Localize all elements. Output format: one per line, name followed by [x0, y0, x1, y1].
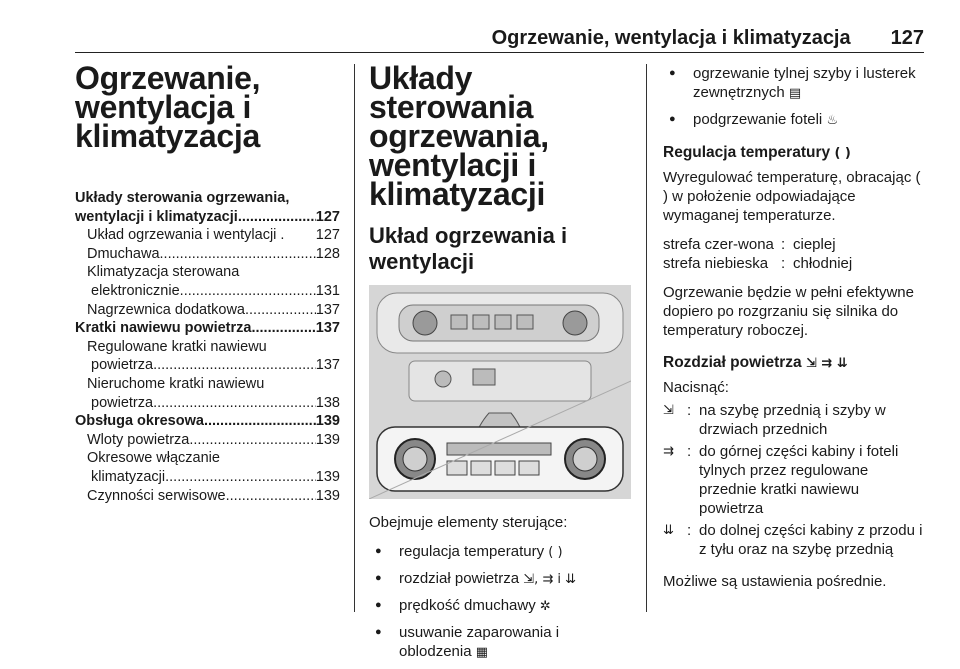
bullet-icon: ● — [375, 626, 382, 638]
toc-page-number: 131 — [315, 282, 340, 299]
intro-text: Obejmuje elementy sterujące: — [369, 514, 568, 531]
list-item — [663, 64, 927, 103]
page-number: 127 — [890, 27, 924, 49]
toc-entry[interactable] — [75, 468, 340, 487]
colon-separator: : — [687, 522, 692, 539]
toc-leader-dots — [153, 394, 316, 413]
air-mode-icon: ⇉ — [663, 444, 674, 459]
toc-entry-title: elektronicznie — [91, 282, 180, 299]
toc-entry-title: Regulowane kratki nawiewu — [87, 338, 267, 355]
list-item — [663, 110, 927, 130]
colon-separator: : — [781, 255, 786, 272]
toc-entry[interactable] — [75, 263, 340, 282]
bullet-icon: ● — [375, 599, 382, 611]
toc-section[interactable] — [75, 319, 340, 338]
toc-entry[interactable] — [75, 226, 340, 245]
list-item — [369, 569, 631, 589]
toc-entry[interactable] — [75, 282, 340, 301]
toc-leader-dots — [160, 245, 316, 264]
page-header — [75, 24, 924, 53]
toc-entry[interactable] — [75, 356, 340, 375]
toc-entry[interactable] — [75, 431, 340, 450]
toc-leader-dots — [245, 301, 316, 320]
column-2 — [369, 60, 631, 669]
toc-leader-dots — [204, 412, 316, 431]
list-item — [369, 596, 631, 616]
toc-entry-title: Obsługa okresowa — [75, 413, 204, 430]
list-item-text: ogrzewanie tylnej szyby i lusterek zewnętrznych — [693, 65, 916, 101]
toc-entry-title: Nieruchome kratki nawiewu — [87, 375, 265, 392]
toc-page-number: 138 — [315, 394, 340, 411]
toc-entry-title: Czynności serwisowe — [87, 487, 226, 504]
control-symbol-icon: ( ) — [548, 545, 563, 560]
toc-entry-title: Układy sterowania ogrzewania, — [75, 190, 290, 206]
air-distribution-heading-text: Rozdział powietrza — [663, 354, 802, 371]
list-item — [369, 623, 631, 662]
final-note: Możliwe są ustawienia pośrednie. — [663, 573, 887, 590]
bullet-icon: ● — [669, 113, 676, 125]
toc-page-number: 137 — [315, 301, 340, 318]
toc-page-number: 137 — [315, 357, 340, 374]
control-symbol-icon: ♨ — [826, 113, 839, 128]
section-title-line: Układy sterowania — [369, 60, 534, 125]
bullet-icon: ● — [375, 572, 382, 584]
list-item-text: prędkość dmuchawy — [399, 597, 536, 614]
control-symbol-icon: ▦ — [475, 645, 489, 660]
toc-page-number: 128 — [315, 245, 340, 262]
toc-section[interactable] — [75, 208, 340, 227]
temperature-heading-text: Regulacja temperatury — [663, 144, 831, 161]
subsection-title-line: wentylacji — [369, 249, 475, 274]
toc-page-number: 127 — [315, 208, 340, 225]
toc-entry-title: powietrza — [91, 394, 154, 411]
toc-entry-title: Kratki nawiewu powietrza — [75, 320, 252, 337]
subsection-title-line: Układ ogrzewania i — [369, 223, 568, 248]
section-title-line: ogrzewania, wentylacji i — [369, 118, 549, 183]
temperature-heading — [663, 144, 927, 162]
controls-list — [369, 542, 631, 662]
air-mode-icon: ⇲ — [663, 403, 674, 418]
list-item-text: podgrzewanie foteli — [693, 111, 823, 128]
toc-entry-title: Wloty powietrza — [87, 431, 190, 448]
column-1 — [75, 60, 340, 505]
section-title — [369, 60, 631, 212]
header-title: Ogrzewanie, wentylacja i klimatyzacja — [491, 27, 851, 49]
toc-section[interactable] — [75, 412, 340, 431]
bullet-icon: ● — [669, 67, 676, 79]
toc-leader-dots — [226, 487, 316, 506]
toc-page-number: 127 — [315, 227, 340, 244]
temperature-zones-list — [663, 235, 927, 273]
toc-leader-dots — [165, 468, 316, 487]
zone-description: chłodniej — [793, 255, 853, 272]
toc-page-number: 139 — [315, 487, 340, 504]
list-item-text: rozdział powietrza — [399, 570, 520, 587]
colon-separator: : — [781, 236, 786, 253]
toc-entry[interactable] — [75, 338, 340, 357]
toc-page-number: 139 — [315, 468, 340, 485]
air-mode-description: do dolnej części kabiny z przodu i z tyłu oraz na szybę przednią — [699, 522, 923, 558]
list-item-text: usuwanie zaparowania i oblodzenia — [399, 624, 560, 660]
toc-entry[interactable] — [75, 245, 340, 264]
chapter-title — [75, 60, 340, 154]
column-3 — [663, 64, 927, 601]
air-mode-description: do górnej części kabiny i foteli tylnych przez regulowane przednie kratki nawiewu powietrza — [699, 443, 899, 517]
toc-page-number: 139 — [315, 431, 340, 448]
zone-term: strefa czer-wona — [663, 236, 774, 253]
toc-leader-dots — [238, 208, 316, 227]
toc-page-number: 137 — [315, 320, 340, 337]
list-item — [369, 542, 631, 562]
toc-entry[interactable] — [75, 487, 340, 506]
air-distribution-list — [663, 401, 927, 562]
air-mode-icon: ⇊ — [663, 523, 674, 538]
list-item-text: regulacja temperatury — [399, 543, 545, 560]
toc-entry[interactable] — [75, 375, 340, 394]
toc-leader-dots — [153, 356, 316, 375]
toc-entry-title: wentylacji i klimatyzacji — [75, 208, 238, 225]
bullet-icon: ● — [375, 545, 382, 557]
chapter-title-line: Ogrzewanie, — [75, 60, 261, 96]
column-divider — [354, 64, 355, 612]
chapter-title-line: klimatyzacja — [75, 118, 260, 154]
zone-description: cieplej — [793, 236, 836, 253]
toc-entry-title: Okresowe włączanie — [87, 450, 220, 467]
control-symbol-icon: ▤ — [788, 86, 802, 101]
toc-leader-dots — [251, 319, 315, 338]
temperature-paragraph: Wyregulować temperaturę, obracając ( ) w położenie odpowiadające wymaganej temperaturze. — [663, 169, 921, 224]
air-mode-description: na szybę przednią i szyby w drzwiach przednich — [699, 402, 886, 438]
toc-entry-title: Nagrzewnica dodatkowa — [87, 301, 245, 318]
toc-entry-title: Klimatyzacja sterowana — [87, 264, 240, 281]
controls-list-continued — [663, 64, 927, 130]
toc-leader-dots — [189, 431, 315, 450]
toc-entry-title: powietrza — [91, 357, 154, 374]
toc-entry-title: Dmuchawa — [87, 245, 160, 262]
zone-term: strefa niebieska — [663, 255, 769, 272]
air-distribution-heading — [663, 354, 927, 372]
toc-entry[interactable] — [75, 394, 340, 413]
control-panel-illustration — [369, 285, 631, 499]
chapter-title-line: wentylacja i — [75, 89, 252, 125]
table-of-contents — [75, 189, 340, 505]
toc-section[interactable] — [75, 189, 340, 208]
toc-page-number: 139 — [315, 413, 340, 430]
subsection-title — [369, 223, 631, 275]
temperature-knob-icon: ( ) — [834, 146, 851, 161]
toc-leader-dots — [180, 282, 316, 301]
press-instruction: Nacisnąć: — [663, 379, 729, 396]
control-symbol-icon: ⇲, ⇉ i ⇊ — [523, 572, 577, 587]
column-divider — [646, 64, 647, 612]
air-distribution-icons: ⇲ ⇉ ⇊ — [805, 356, 848, 371]
toc-entry[interactable] — [75, 449, 340, 468]
toc-entry-title: Układ ogrzewania i wentylacji . — [87, 227, 285, 244]
control-panel-drawing — [369, 285, 631, 499]
temperature-note: Ogrzewanie będzie w pełni efektywne dopiero po rozgrzaniu się silnika do temperatury roboczej. — [663, 284, 914, 339]
toc-entry-title: klimatyzacji — [91, 468, 166, 485]
colon-separator: : — [687, 443, 692, 460]
control-symbol-icon: ✲ — [539, 599, 551, 614]
toc-entry[interactable] — [75, 301, 340, 320]
section-title-line: klimatyzacji — [369, 176, 546, 212]
colon-separator: : — [687, 402, 692, 419]
